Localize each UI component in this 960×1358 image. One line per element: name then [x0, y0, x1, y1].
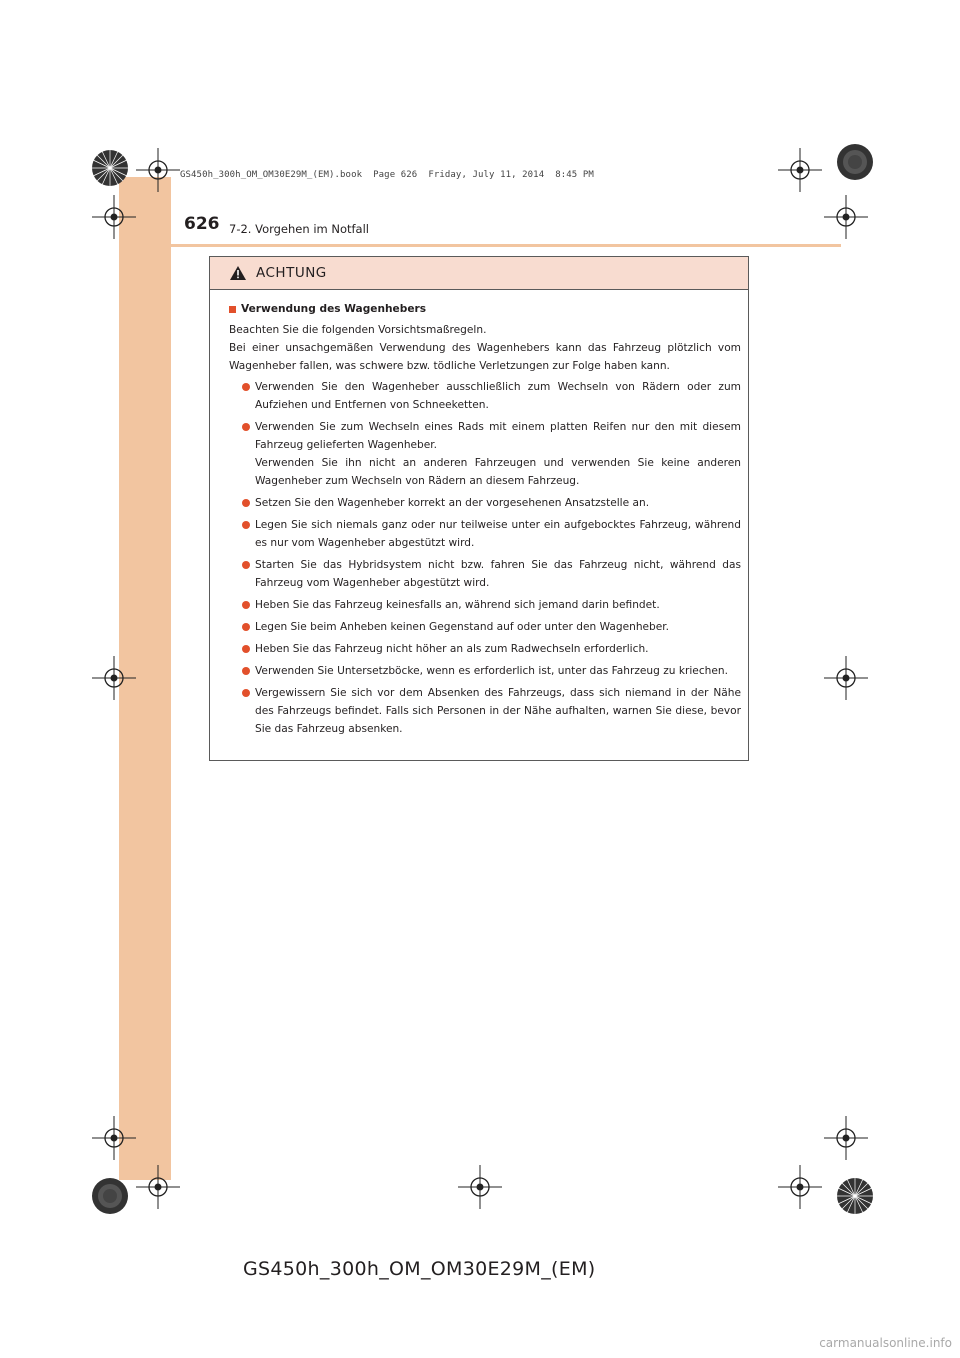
- list-item-text: Starten Sie das Hybridsystem nicht bzw. fahren Sie das Fahrzeug nicht, während das Fahrzeug vom Wagenheber abgestützt wird.: [255, 559, 741, 589]
- list-item-text: Verwenden Sie den Wagenheber ausschließlich zum Wechseln von Rädern oder zum Aufziehen und Entfernen von Schneeketten.: [255, 381, 741, 411]
- list-item: [242, 494, 741, 512]
- crosshair-mark-icon: [778, 148, 822, 192]
- warning-heading-text: Verwendung des Wagenhebers: [241, 303, 427, 315]
- page-number: 626: [184, 214, 220, 234]
- list-item: [242, 378, 741, 414]
- warning-title: ACHTUNG: [256, 265, 327, 281]
- list-item-text: Vergewissern Sie sich vor dem Absenken des Fahrzeugs, dass sich niemand in der Nähe des Fahrzeugs befindet. Falls sich Personen in der Nähe aufhalten, warnen Sie diese, bevor Sie das Fahrzeug absenken.: [255, 687, 741, 735]
- registration-mark-top-right-icon: [825, 132, 885, 192]
- crosshair-mark-icon: [136, 148, 180, 192]
- round-bullet-icon: [242, 667, 250, 675]
- crosshair-mark-icon: [136, 1165, 180, 1209]
- list-item-text: Verwenden Sie Untersetzböcke, wenn es erforderlich ist, unter das Fahrzeug zu kriechen.: [255, 665, 728, 677]
- round-bullet-icon: [242, 499, 250, 507]
- watermark: carmanualsonline.info: [819, 1336, 952, 1350]
- list-item: [242, 556, 741, 592]
- list-item: [242, 640, 741, 658]
- round-bullet-icon: [242, 623, 250, 631]
- crosshair-mark-icon: [824, 656, 868, 700]
- crosshair-mark-icon: [92, 195, 136, 239]
- list-item-text: Legen Sie sich niemals ganz oder nur teilweise unter ein aufgebocktes Fahrzeug, während es nur vom Wagenheber abgestützt wird.: [255, 519, 741, 549]
- crosshair-mark-icon: [92, 656, 136, 700]
- list-item: [242, 618, 741, 636]
- warning-body: [210, 290, 748, 738]
- list-item: [242, 418, 741, 490]
- warning-intro-line: Bei einer unsachgemäßen Verwendung des Wagenhebers kann das Fahrzeug plötzlich vom Wagenheber fallen, was schwere bzw. tödliche Verletzungen zur Folge haben kann.: [229, 342, 741, 372]
- warning-triangle-icon: [230, 266, 246, 280]
- warning-heading: [229, 300, 741, 318]
- footer-document-code: GS450h_300h_OM_OM30E29M_(EM): [243, 1258, 596, 1280]
- list-item: [242, 596, 741, 614]
- registration-mark-bottom-right-icon: [825, 1166, 885, 1226]
- list-item: [242, 684, 741, 738]
- crosshair-mark-icon: [824, 1116, 868, 1160]
- crosshair-mark-icon: [778, 1165, 822, 1209]
- round-bullet-icon: [242, 601, 250, 609]
- round-bullet-icon: [242, 423, 250, 431]
- list-item-text: Heben Sie das Fahrzeug nicht höher an als zum Radwechseln erforderlich.: [255, 643, 649, 655]
- list-item-text: Legen Sie beim Anheben keinen Gegenstand auf oder unter den Wagenheber.: [255, 621, 670, 633]
- book-info-line: GS450h_300h_OM_OM30E29M_(EM).book Page 626 Friday, July 11, 2014 8:45 PM: [180, 170, 594, 180]
- round-bullet-icon: [242, 521, 250, 529]
- list-item-text: Setzen Sie den Wagenheber korrekt an der vorgesehenen Ansatzstelle an.: [255, 497, 650, 509]
- list-item: [242, 662, 741, 680]
- header-rule: [119, 244, 841, 247]
- round-bullet-icon: [242, 645, 250, 653]
- crosshair-mark-icon: [92, 1116, 136, 1160]
- registration-mark-bottom-left-icon: [80, 1166, 140, 1226]
- round-bullet-icon: [242, 561, 250, 569]
- warning-intro-line: Beachten Sie die folgenden Vorsichtsmaßregeln.: [229, 324, 487, 336]
- crosshair-mark-icon: [824, 195, 868, 239]
- warning-list: [229, 378, 741, 738]
- round-bullet-icon: [242, 383, 250, 391]
- list-item-text: Verwenden Sie zum Wechseln eines Rads mit einem platten Reifen nur den mit diesem Fahrzeug gelieferten Wagenheber. Verwenden Sie ihn nicht an anderen Fahrzeugen und verwenden Sie keine anderen Wagenheber zum Wechseln von Rädern an diesem Fahrzeug.: [255, 421, 741, 487]
- registration-mark-top-left-icon: [80, 138, 140, 198]
- warning-header: [210, 257, 748, 290]
- section-title: 7-2. Vorgehen im Notfall: [229, 222, 369, 236]
- round-bullet-icon: [242, 689, 250, 697]
- list-item: [242, 516, 741, 552]
- warning-box: [209, 256, 749, 761]
- square-bullet-icon: [229, 306, 236, 313]
- list-item-text: Heben Sie das Fahrzeug keinesfalls an, während sich jemand darin befindet.: [255, 599, 660, 611]
- crosshair-mark-icon: [458, 1165, 502, 1209]
